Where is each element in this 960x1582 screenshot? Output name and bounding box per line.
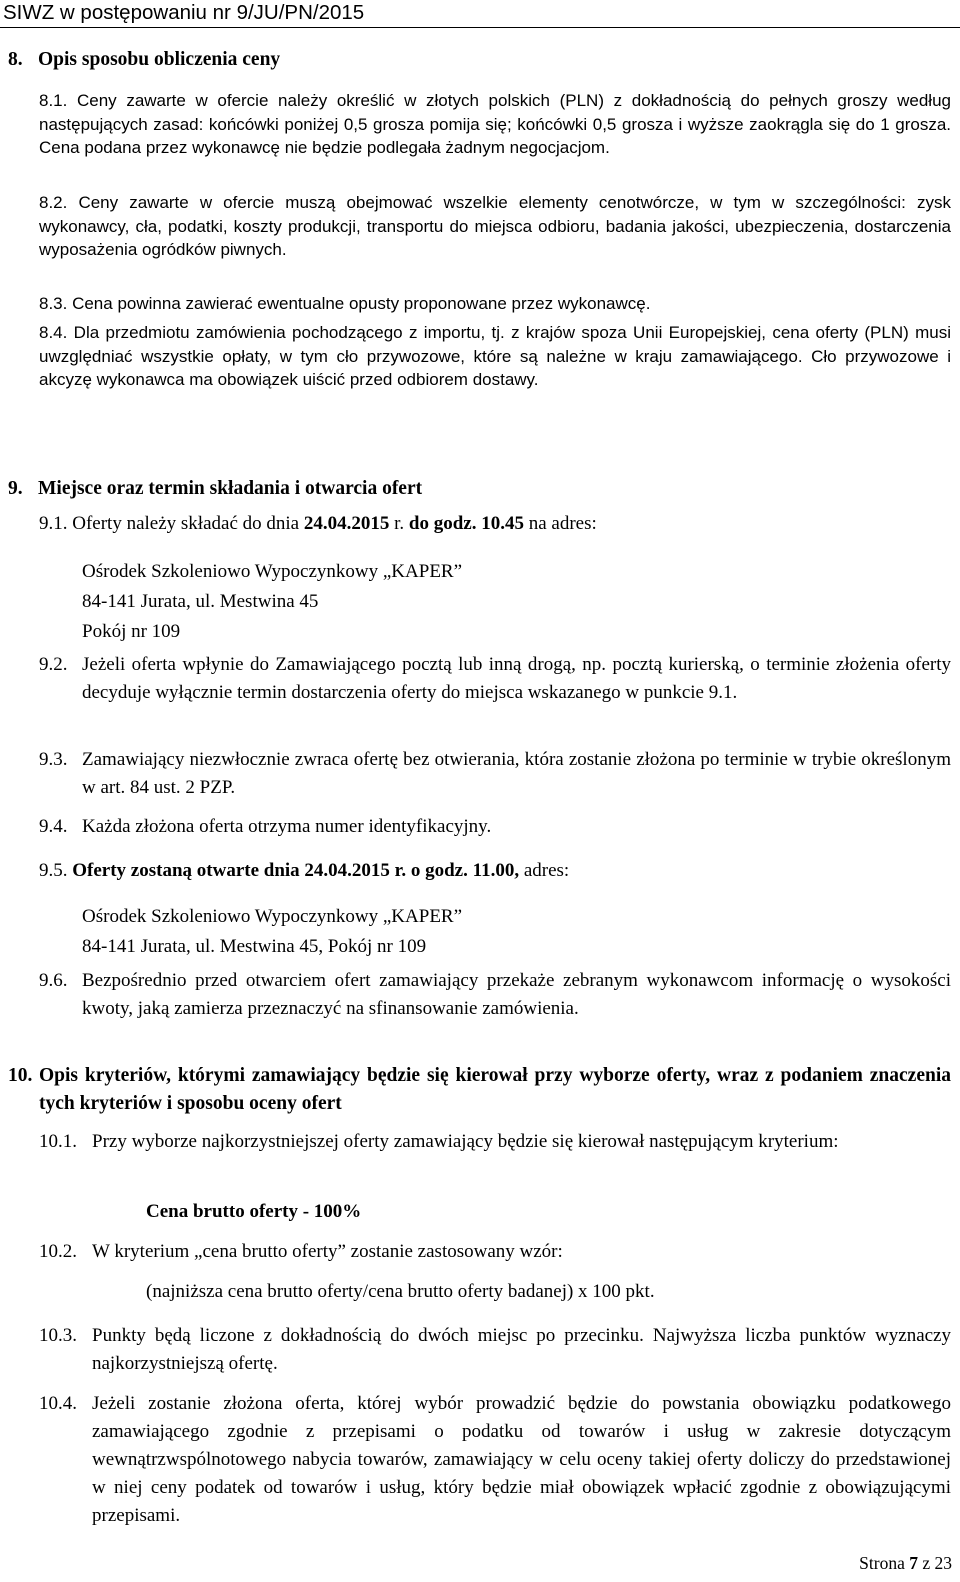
current-page: 7	[909, 1553, 918, 1573]
item-9-2	[39, 651, 951, 735]
address-line: Pokój nr 109	[82, 621, 181, 642]
section-number: 9.	[8, 478, 23, 499]
deadline-date: 24.04.2015	[303, 513, 390, 534]
item-number: 10.3.	[39, 1325, 77, 1346]
address-line: 84-141 Jurata, ul. Mestwina 45	[82, 591, 319, 612]
header-rule	[0, 27, 960, 28]
item-9-6	[39, 967, 951, 1051]
item-text: Zamawiający niezwłocznie zwraca ofertę bez otwierania, która zostanie złożona po terminie w trybie określonym w art. 84 ust. 2 PZP.	[82, 749, 951, 798]
section-9-heading	[8, 475, 422, 503]
item-text: W kryterium „cena brutto oferty” zostanie zastosowany wzór:	[92, 1241, 563, 1262]
item-9-4	[39, 813, 951, 841]
item-number: 10.1.	[39, 1131, 77, 1152]
item-number: 9.4.	[39, 816, 68, 837]
item-text: r.	[389, 513, 409, 534]
item-number: 9.5.	[39, 860, 68, 881]
paragraph-8-2: 8.2. Ceny zawarte w ofercie muszą obejmować wszelkie elementy cenotwórcze, w tym w szczególności: zysk wykonawcy, cła, podatki, koszty produkcji, transportu do miejsca odbioru, badania jakości, ubezpieczenia, dostarczenia wyposażenia ogródków piwnych.	[39, 193, 951, 259]
paragraph-8-4: 8.4. Dla przedmiotu zamówienia pochodzącego z importu, tj. z krajów spoza Unii Europejskiej, cena oferty (PLN) musi uwzględniać wszystkie opłaty, w tym cło przywozowe, które są należne w kraju zamawiającego. Cło przywozowe i akcyzę wykonawca ma obowiązek uiścić przed odbiorem dostawy.	[39, 323, 951, 389]
criterion-label: Cena brutto oferty - 100%	[146, 1201, 362, 1222]
section-number: 8.	[8, 49, 23, 70]
item-text: Bezpośrednio przed otwarciem ofert zamawiający przekaże zebranym wykonawcom informację o wysokości kwoty, jaką zamierza przeznaczyć na sfinansowanie zamówienia.	[82, 970, 951, 1019]
item-number: 10.4.	[39, 1393, 77, 1414]
item-text: Każda złożona oferta otrzyma numer identyfikacyjny.	[82, 816, 492, 837]
paragraph-8-1: 8.1. Ceny zawarte w ofercie należy określić w złotych polskich (PLN) z dokładnością do pełnych groszy według następujących zasad: końcówki poniżej 0,5 grosza pomija się; końcówki 0,5 grosza i wyższe zaokrągla się do 1 grosza. Cena podana przez wykonawcę nie będzie podlegała żadnym negocjacjom.	[39, 91, 951, 157]
total-pages: z 23	[917, 1553, 952, 1573]
item-number: 10.2.	[39, 1241, 77, 1262]
item-text: Punkty będą liczone z dokładnością do dwóch miejsc po przecinku. Najwyższa liczba punktów wyznaczy najkorzystniejszą ofertę.	[92, 1325, 951, 1374]
address-line: Ośrodek Szkoleniowo Wypoczynkowy „KAPER”	[82, 906, 463, 927]
document-header: SIWZ w postępowaniu nr 9/JU/PN/2015	[3, 1, 365, 24]
section-title: Opis sposobu obliczenia ceny	[38, 49, 281, 70]
section-number: 10.	[8, 1065, 33, 1086]
item-text: na adres:	[523, 513, 597, 534]
paragraph-8-3: 8.3. Cena powinna zawierać ewentualne opusty proponowane przez wykonawcę.	[39, 294, 651, 313]
item-number: 9.2.	[39, 654, 68, 675]
item-text: Oferty należy składać do dnia	[72, 513, 304, 534]
address-block-2	[82, 902, 462, 962]
section-title: Opis kryteriów, którymi zamawiający będzie się kierował przy wyborze oferty, wraz z podaniem znaczenia tych kryteriów i sposobu oceny ofert	[39, 1065, 951, 1114]
item-number: 9.6.	[39, 970, 68, 991]
section-10-heading	[8, 1062, 953, 1118]
item-text: adres:	[519, 860, 570, 881]
item-9-3	[39, 746, 951, 802]
item-9-5	[39, 857, 569, 885]
section-8-heading	[8, 46, 280, 74]
deadline-time: do godz. 10.45	[408, 513, 524, 534]
item-text: Jeżeli zostanie złożona oferta, której wybór prowadzić będzie do powstania obowiązku podatkowego zamawiającego zgodnie z przepisami o podatku od towarów i usług w zakresie dotyczącym wewnątrzwspólnotowego nabycia towarów, zamawiający w celu oceny takiej oferty doliczy do przedstawionej w niej ceny podatek od towarów i usług, który będzie miał obowiązek wpłacić zgodnie z obowiązującymi przepisami.	[92, 1393, 951, 1526]
item-10-1	[39, 1128, 951, 1184]
item-number: 9.1.	[39, 513, 68, 534]
address-line: 84-141 Jurata, ul. Mestwina 45, Pokój nr 109	[82, 936, 427, 957]
item-text: Jeżeli oferta wpłynie do Zamawiającego pocztą lub inną drogą, np. pocztą kurierską, o terminie złożenia oferty decyduje wyłącznie termin dostarczenia oferty do miejsca wskazanego w punkcie 9.1.	[82, 654, 951, 703]
formula: (najniższa cena brutto oferty/cena brutto oferty badanej) x 100 pkt.	[146, 1281, 655, 1302]
item-10-3	[39, 1322, 951, 1378]
item-10-4	[39, 1390, 951, 1530]
item-text: Przy wyborze najkorzystniejszej oferty zamawiający będzie się kierował następującym kryterium:	[92, 1131, 839, 1152]
section-title: Miejsce oraz termin składania i otwarcia ofert	[38, 478, 423, 499]
item-10-2	[39, 1238, 951, 1266]
item-9-1	[39, 510, 597, 538]
opening-datetime: Oferty zostaną otwarte dnia 24.04.2015 r. o godz. 11.00,	[72, 860, 520, 881]
page-number	[859, 1553, 952, 1574]
item-number: 9.3.	[39, 749, 68, 770]
address-block-1	[82, 557, 462, 647]
address-line: Ośrodek Szkoleniowo Wypoczynkowy „KAPER”	[82, 561, 463, 582]
page-label: Strona	[859, 1553, 910, 1573]
